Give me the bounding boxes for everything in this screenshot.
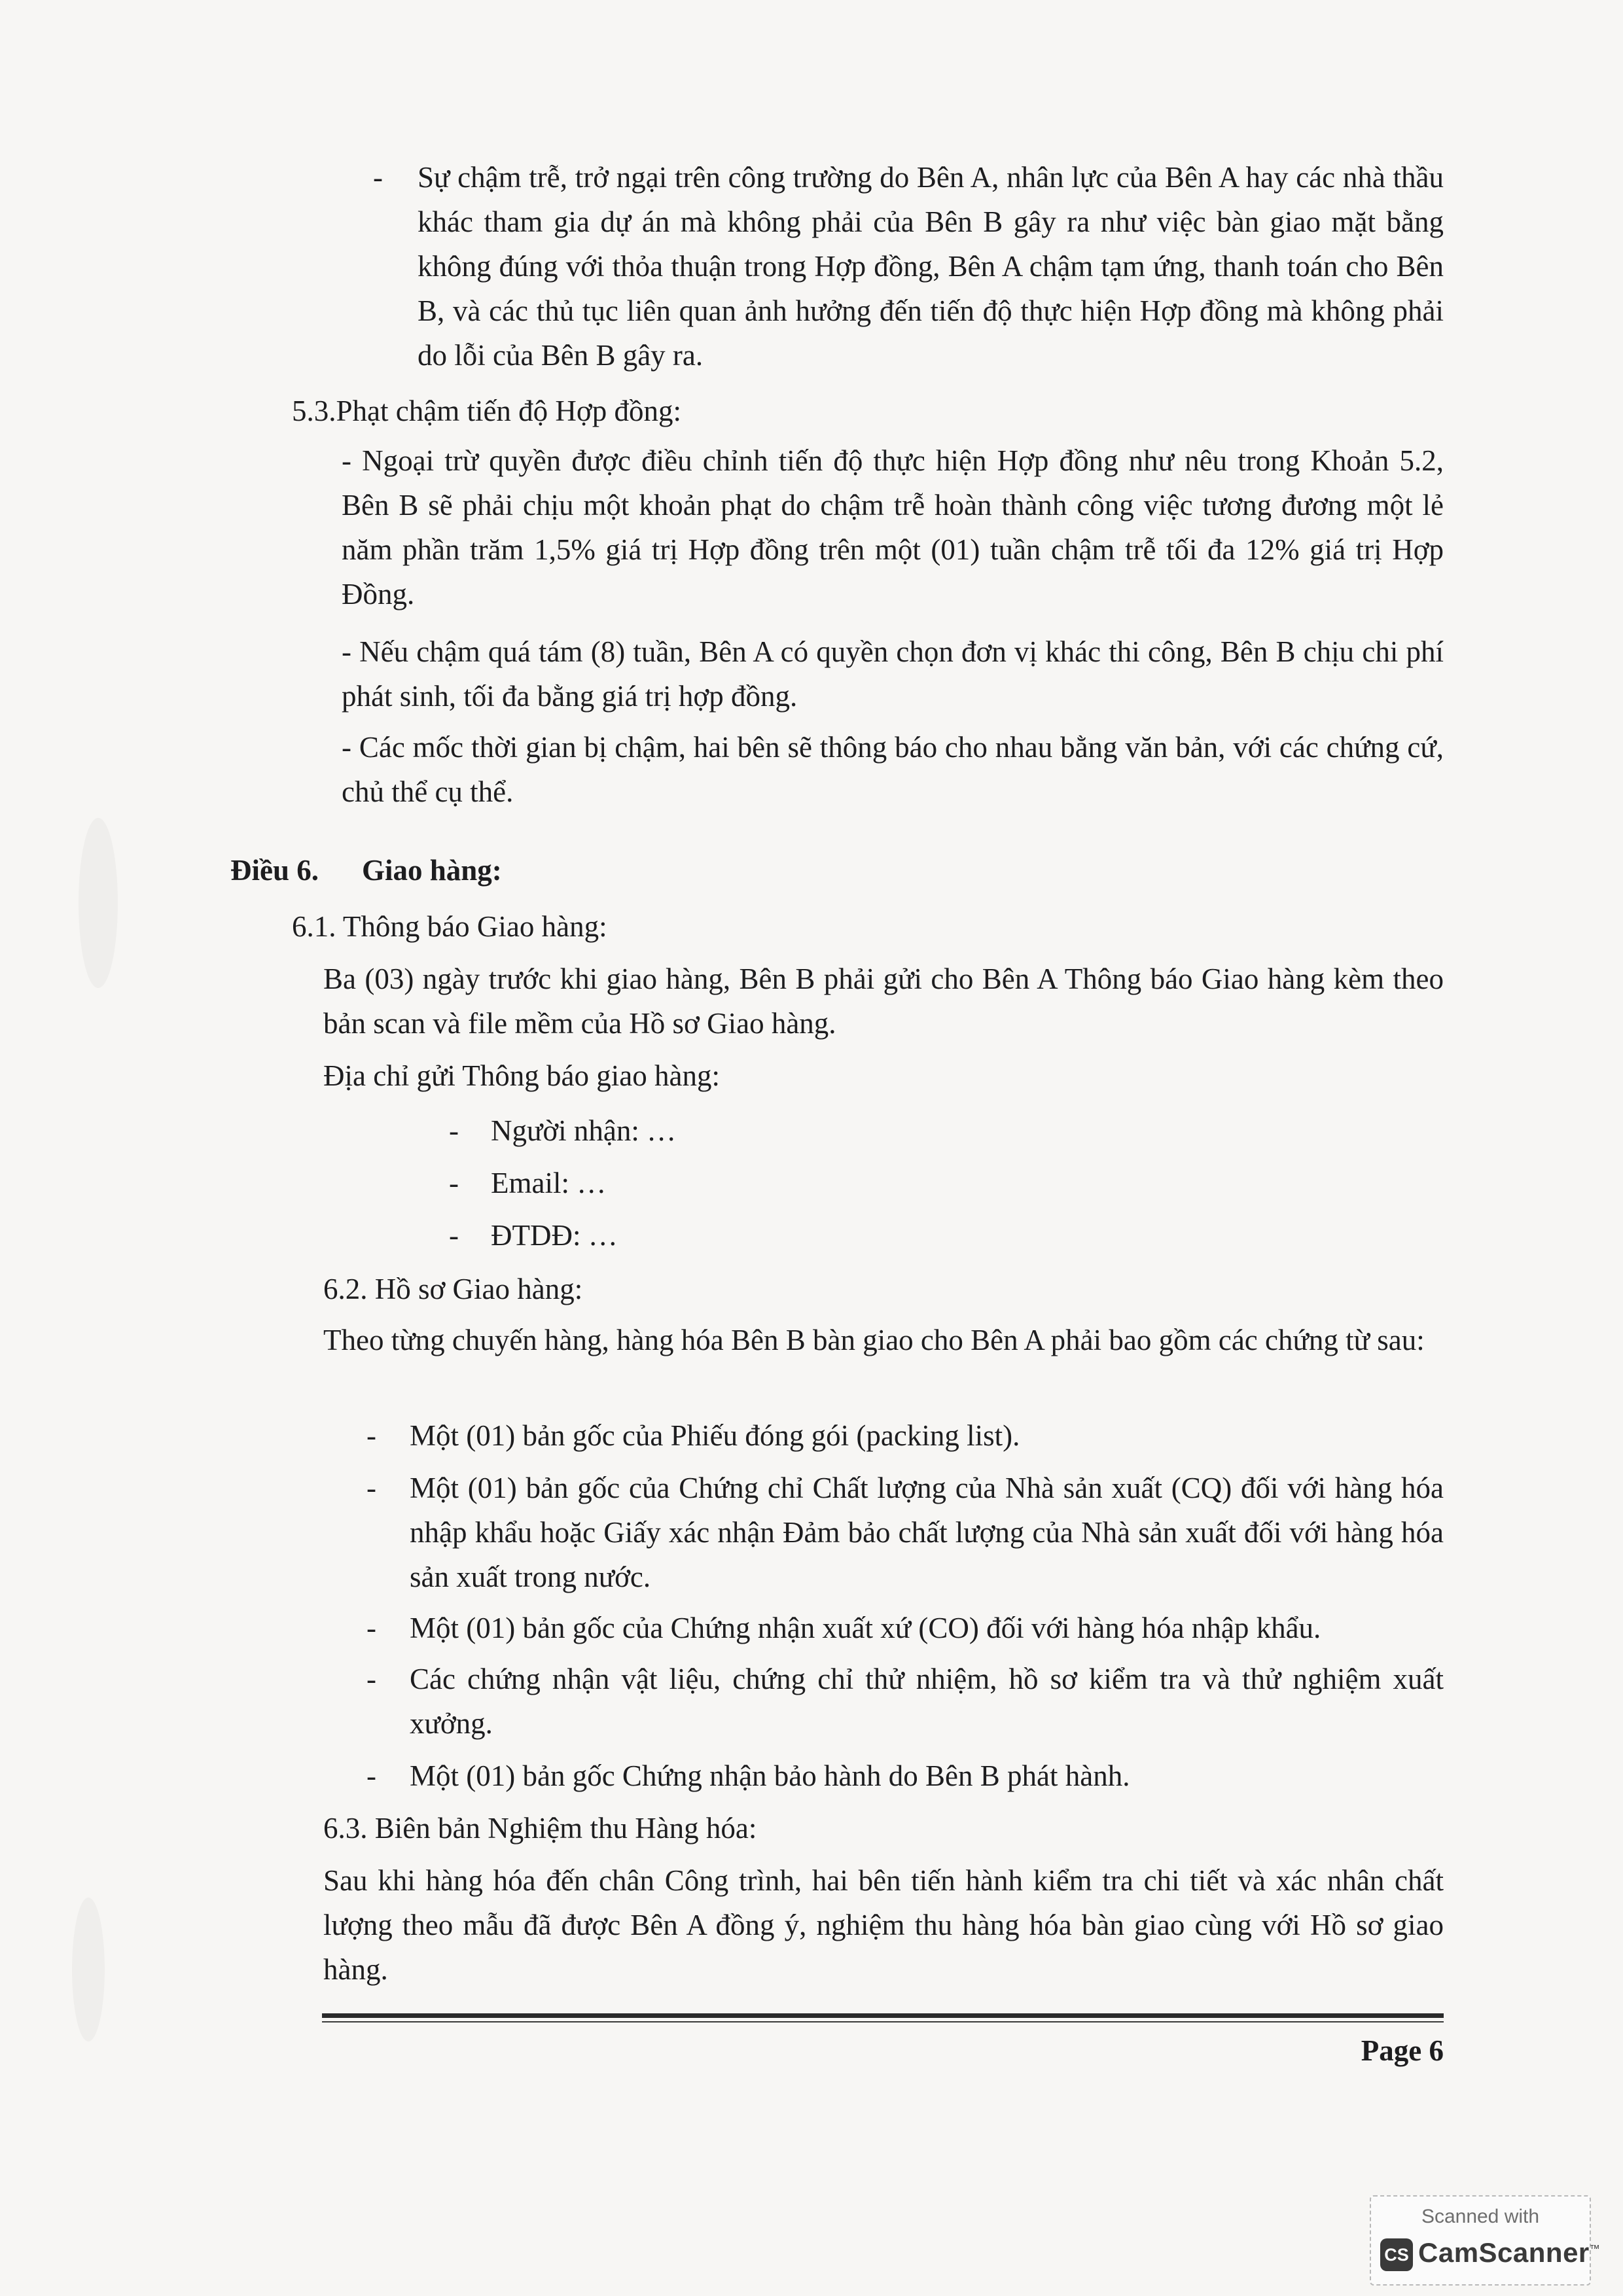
camscanner-logo-icon: CS — [1380, 2238, 1413, 2271]
bullet-dash: - — [366, 1759, 376, 1792]
scan-smudge — [72, 1898, 105, 2041]
document-warranty: Một (01) bản gốc Chứng nhận bảo hành do Bên B phát hành. — [410, 1759, 1130, 1792]
footer-rule — [322, 2013, 1444, 2018]
document-packing-list: Một (01) bản gốc của Phiếu đóng gói (packing list). — [410, 1419, 1020, 1452]
watermark-caption: Scanned with — [1421, 2206, 1540, 2227]
section-6-3-paragraph: Sau khi hàng hóa đến chân Công trình, hai bên tiến hành kiểm tra chi tiết và xác nhân chất lượng theo mẫu đã được Bên A đồng ý, nghiệm thu hàng hóa bàn giao cùng với Hồ sơ giao hàng. — [323, 1864, 1444, 1986]
bullet-dash: - — [366, 1419, 376, 1452]
bullet-dash: - — [449, 1167, 459, 1199]
section-5-3-paragraph-3: - Các mốc thời gian bị chậm, hai bên sẽ thông báo cho nhau bằng văn bản, với các chứng cứ, chủ thể cụ thể. — [342, 731, 1444, 808]
bullet-dash: - — [366, 1663, 376, 1695]
section-6-1-paragraph: Ba (03) ngày trước khi giao hàng, Bên B phải gửi cho Bên A Thông báo Giao hàng kèm theo bản scan và file mềm của Hồ sơ Giao hàng. — [323, 963, 1444, 1040]
section-6-1-title: 6.1. Thông báo Giao hàng: — [292, 910, 607, 943]
watermark-brand — [1418, 2237, 1600, 2269]
section-6-2-title: 6.2. Hồ sơ Giao hàng: — [323, 1273, 583, 1305]
article-6-title: Giao hàng: — [362, 854, 502, 887]
camscanner-watermark — [1370, 2195, 1601, 2286]
section-5-3-title: 5.3.Phạt chậm tiến độ Hợp đồng: — [292, 395, 681, 427]
bullet-dash: - — [449, 1114, 459, 1147]
page-number: Page 6 — [1361, 2034, 1444, 2067]
bullet-dash: - — [366, 1472, 376, 1504]
document-material-certificates: Các chứng nhận vật liệu, chứng chỉ thử nhiệm, hồ sơ kiểm tra và thử nghiệm xuất xưởng. — [410, 1663, 1444, 1740]
delay-causes-paragraph: Sự chậm trễ, trở ngại trên công trường do Bên A, nhân lực của Bên A hay các nhà thầu khác tham gia dự án mà không phải của Bên B gây ra như việc bàn giao mặt bằng không đúng với thỏa thuận trong Hợp đồng, Bên A chậm tạm ứng, thanh toán cho Bên B, và các thủ tục liên quan ảnh hưởng đến tiến độ thực hiện Hợp đồng mà không phải do lỗi của Bên B gây ra. — [418, 161, 1444, 372]
contact-email: Email: … — [491, 1167, 607, 1199]
trademark-mark: ™ — [1589, 2244, 1601, 2255]
section-6-2-paragraph: Theo từng chuyến hàng, hàng hóa Bên B bàn giao cho Bên A phải bao gồm các chứng từ sau: — [323, 1324, 1425, 1356]
contact-recipient: Người nhận: … — [491, 1114, 677, 1147]
contact-phone: ĐTDĐ: … — [491, 1219, 618, 1252]
section-5-3-paragraph-2: - Nếu chậm quá tám (8) tuần, Bên A có quyền chọn đơn vị khác thi công, Bên B chịu chi phí phát sinh, tối đa bằng giá trị hợp đồng. — [342, 635, 1444, 713]
scan-smudge — [79, 818, 118, 988]
section-5-3-paragraph-1: - Ngoại trừ quyền được điều chỉnh tiến độ thực hiện Hợp đồng như nêu trong Khoản 5.2, Bên B sẽ phải chịu một khoản phạt do chậm trễ hoàn thành công việc tương đương một lẻ năm phần trăm 1,5% giá trị Hợp đồng trên một (01) tuần chậm trễ tối đa 12% giá trị Hợp Đồng. — [342, 444, 1444, 610]
bullet-dash: - — [449, 1219, 459, 1252]
document-quality-certificate: Một (01) bản gốc của Chứng chỉ Chất lượng của Nhà sản xuất (CQ) đối với hàng hóa nhập khẩu hoặc Giấy xác nhận Đảm bảo chất lượng của Nhà sản xuất đối với hàng hóa sản xuất trong nước. — [410, 1472, 1444, 1593]
article-6-label: Điều 6. — [230, 854, 319, 887]
document-certificate-of-origin: Một (01) bản gốc của Chứng nhận xuất xứ (CO) đối với hàng hóa nhập khẩu. — [410, 1612, 1321, 1644]
bullet-dash: - — [373, 161, 383, 194]
section-6-3-title: 6.3. Biên bản Nghiệm thu Hàng hóa: — [323, 1812, 757, 1845]
watermark-brand-name: CamScanner — [1418, 2237, 1590, 2268]
footer-rule-thin — [322, 2021, 1444, 2022]
delivery-address-label: Địa chỉ gửi Thông báo giao hàng: — [323, 1059, 720, 1092]
bullet-dash: - — [366, 1612, 376, 1644]
